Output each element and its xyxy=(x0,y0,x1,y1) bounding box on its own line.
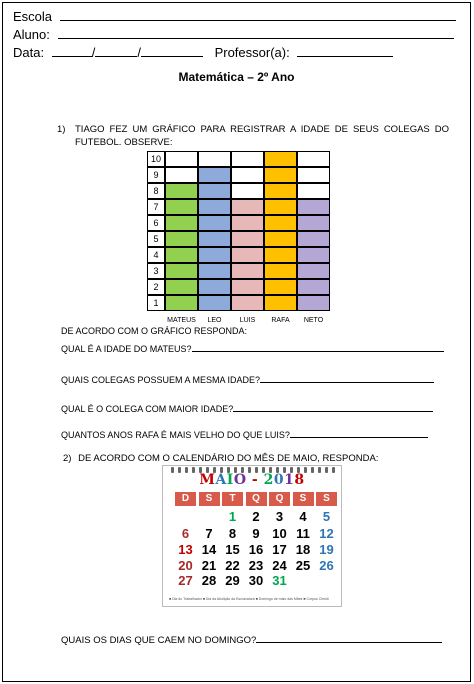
calendar-day: 23 xyxy=(248,558,264,573)
question-1 xyxy=(57,123,449,149)
question-text: QUAL É O COLEGA COM MAIOR IDADE? xyxy=(61,404,234,414)
y-tick-label: 2 xyxy=(147,279,165,295)
bar-luis xyxy=(231,151,264,311)
question-text: DE ACORDO COM O CALENDÁRIO DO MÊS DE MAIO, RESPONDA: xyxy=(78,453,379,464)
calendar-day: 14 xyxy=(201,542,217,557)
bar-cell-filled xyxy=(297,279,330,295)
bar-cell-filled xyxy=(264,167,297,183)
calendar-day: 19 xyxy=(319,542,334,557)
calendar-day: 3 xyxy=(275,509,284,524)
aluno-label: Aluno: xyxy=(13,27,50,42)
bar-cell-filled xyxy=(165,215,198,231)
bar-cell-filled xyxy=(198,183,231,199)
answer-line[interactable] xyxy=(256,635,442,643)
x-tick-label: NETO xyxy=(303,317,324,324)
grid-cell xyxy=(165,167,198,183)
page-title: Matemática – 2º Ano xyxy=(178,70,295,84)
day-line[interactable] xyxy=(52,46,92,57)
calendar-day: 31 xyxy=(272,573,287,588)
calendar-day: 16 xyxy=(248,542,264,557)
question-rafa-luis xyxy=(61,430,428,440)
question-text: QUANTOS ANOS RAFA É MAIS VELHO DO QUE LUIS? xyxy=(61,430,290,440)
question-2 xyxy=(63,453,378,464)
grid-cell xyxy=(231,183,264,199)
bar-cell-filled xyxy=(231,263,264,279)
weekday-header: S xyxy=(293,492,314,506)
bar-cell-filled xyxy=(297,199,330,215)
calendar-title xyxy=(163,472,341,488)
bar-cell-filled xyxy=(264,199,297,215)
month-line[interactable] xyxy=(95,46,137,57)
bar-cell-filled xyxy=(297,263,330,279)
question-text: QUAL É A IDADE DO MATEUS? xyxy=(61,344,192,354)
weekday-header: D xyxy=(175,492,196,506)
calendar-legend: ■ Dia do Trabalhador ■ Dia da Abolição da Escravatura ■ Domingo de maio das Mães ■ Corpus Christi xyxy=(169,597,329,601)
x-tick-label: LEO xyxy=(207,317,222,324)
x-tick-label: MATEUS xyxy=(167,317,196,324)
bar-cell-filled xyxy=(165,263,198,279)
y-tick-label: 5 xyxy=(147,231,165,247)
title-letter: 0 xyxy=(273,472,285,488)
bar-cell-filled xyxy=(264,215,297,231)
bar-neto xyxy=(297,151,330,311)
bar-cell-filled xyxy=(165,279,198,295)
grid-cell xyxy=(297,183,330,199)
weekday-header: S xyxy=(199,492,220,506)
calendar-day: 20 xyxy=(178,558,193,573)
bar-cell-filled xyxy=(165,295,198,311)
bar-cell-filled xyxy=(198,231,231,247)
escola-line[interactable] xyxy=(60,10,456,21)
calendar-day: 24 xyxy=(272,558,287,573)
answer-line[interactable] xyxy=(260,375,434,383)
calendar-day: 25 xyxy=(295,558,311,573)
y-tick-label: 1 xyxy=(147,295,165,311)
calendar-day: 4 xyxy=(299,509,307,524)
data-label: Data: xyxy=(13,45,45,60)
title-letter: I xyxy=(226,472,234,488)
calendar-day: 9 xyxy=(252,526,260,541)
calendar-day: 17 xyxy=(272,542,287,557)
bar-cell-filled xyxy=(165,231,198,247)
bar-cell-filled xyxy=(231,215,264,231)
answer-line[interactable] xyxy=(290,430,428,438)
question-oldest xyxy=(61,404,433,414)
bar-cell-filled xyxy=(231,247,264,263)
calendar-day: 22 xyxy=(225,558,240,573)
question-sundays xyxy=(61,635,442,646)
calendar-day: 21 xyxy=(201,558,217,573)
bar-cell-filled xyxy=(264,295,297,311)
year-line[interactable] xyxy=(141,46,203,57)
worksheet-page xyxy=(2,2,471,682)
bar-cell-filled xyxy=(165,247,198,263)
x-tick-label: LUIS xyxy=(239,317,256,324)
calendar-day: 8 xyxy=(228,526,237,541)
grid-cell xyxy=(231,151,264,167)
escola-label: Escola xyxy=(13,9,53,24)
aluno-line[interactable] xyxy=(58,28,454,39)
weekday-header: Q xyxy=(246,492,267,506)
bar-cell-filled xyxy=(198,167,231,183)
calendar-day: 11 xyxy=(296,526,310,541)
bar-cell-filled xyxy=(231,279,264,295)
bar-cell-filled xyxy=(297,215,330,231)
student-row xyxy=(13,27,454,43)
weekday-header: Q xyxy=(269,492,290,506)
weekday-header: T xyxy=(222,492,243,506)
bar-cell-filled xyxy=(264,263,297,279)
title-letter: 1 xyxy=(284,472,295,488)
question-text: QUAIS COLEGAS POSSUEM A MESMA IDADE? xyxy=(61,375,261,385)
calendar-day: 28 xyxy=(201,573,217,588)
question-number: 1) xyxy=(57,124,66,135)
professor-line[interactable] xyxy=(297,46,393,57)
age-bar-chart xyxy=(147,151,331,324)
calendar-day: 30 xyxy=(248,573,264,588)
question-same-age xyxy=(61,375,434,385)
calendar-day: 6 xyxy=(181,526,190,541)
weekday-header: S xyxy=(316,492,337,506)
date-separator: / xyxy=(137,45,141,60)
calendar-day: 5 xyxy=(322,509,331,524)
calendar-day: 7 xyxy=(205,526,213,541)
grid-cell xyxy=(165,151,198,167)
y-tick-label: 4 xyxy=(147,247,165,263)
y-tick-label: 3 xyxy=(147,263,165,279)
bar-cell-filled xyxy=(198,295,231,311)
grid-cell xyxy=(198,151,231,167)
title-letter: 2 xyxy=(263,472,274,488)
answer-line[interactable] xyxy=(233,404,433,412)
title-letter: A xyxy=(215,472,227,488)
question-text: TIAGO FEZ UM GRÁFICO PARA REGISTRAR A IDADE DE SEUS COLEGAS DO FUTEBOL. OBSERVE: xyxy=(75,124,449,148)
calendar-day: 18 xyxy=(295,542,311,557)
y-tick-label: 7 xyxy=(147,199,165,215)
date-separator: / xyxy=(91,45,96,60)
calendar-day: 13 xyxy=(178,542,193,557)
title-letter: M xyxy=(199,472,216,488)
school-row xyxy=(13,9,456,25)
calendar-day: 1 xyxy=(228,509,237,524)
bar-cell-filled xyxy=(264,183,297,199)
calendar-day: 15 xyxy=(225,542,240,557)
bar-cell-filled xyxy=(264,279,297,295)
professor-label: Professor(a): xyxy=(214,45,290,60)
question-number: 2) xyxy=(63,453,72,464)
calendar-day: 2 xyxy=(252,509,260,524)
y-tick-label: 8 xyxy=(147,183,165,199)
title-letter: 8 xyxy=(294,472,305,488)
bar-mateus xyxy=(165,151,198,311)
calendar-day: 10 xyxy=(272,526,287,541)
title-letter: - xyxy=(251,472,259,488)
bar-cell-filled xyxy=(264,151,297,167)
bar-cell-filled xyxy=(198,215,231,231)
bar-cell-filled xyxy=(165,183,198,199)
question-text: QUAIS OS DIAS QUE CAEM NO DOMINGO? xyxy=(61,635,257,646)
x-tick-label: RAFA xyxy=(271,317,290,324)
calendar-day: 12 xyxy=(319,526,334,541)
calendar-image xyxy=(162,465,342,607)
instruction-text: DE ACORDO COM O GRÁFICO RESPONDA: xyxy=(61,326,248,336)
bar-cell-filled xyxy=(264,247,297,263)
date-row xyxy=(13,45,393,61)
bar-rafa xyxy=(264,151,297,311)
bar-cell-filled xyxy=(297,231,330,247)
bar-leo xyxy=(198,151,231,311)
bar-cell-filled xyxy=(198,247,231,263)
grid-cell xyxy=(297,151,330,167)
bar-cell-filled xyxy=(297,247,330,263)
grid-cell xyxy=(231,167,264,183)
calendar-day: 27 xyxy=(178,573,193,588)
grid-cell xyxy=(297,167,330,183)
bar-cell-filled xyxy=(198,263,231,279)
title-letter: O xyxy=(233,472,247,488)
y-tick-label: 9 xyxy=(147,167,165,183)
answer-line[interactable] xyxy=(192,344,444,352)
bar-cell-filled xyxy=(297,295,330,311)
calendar-day: 26 xyxy=(319,558,334,573)
bar-cell-filled xyxy=(231,199,264,215)
bar-cell-filled xyxy=(198,199,231,215)
bar-cell-filled xyxy=(231,231,264,247)
question-mateus xyxy=(61,344,444,354)
calendar-day: 29 xyxy=(225,573,240,588)
bar-cell-filled xyxy=(165,199,198,215)
bar-cell-filled xyxy=(198,279,231,295)
y-tick-label: 10 xyxy=(147,151,165,167)
bar-cell-filled xyxy=(231,295,264,311)
y-tick-label: 6 xyxy=(147,215,165,231)
bar-cell-filled xyxy=(264,231,297,247)
